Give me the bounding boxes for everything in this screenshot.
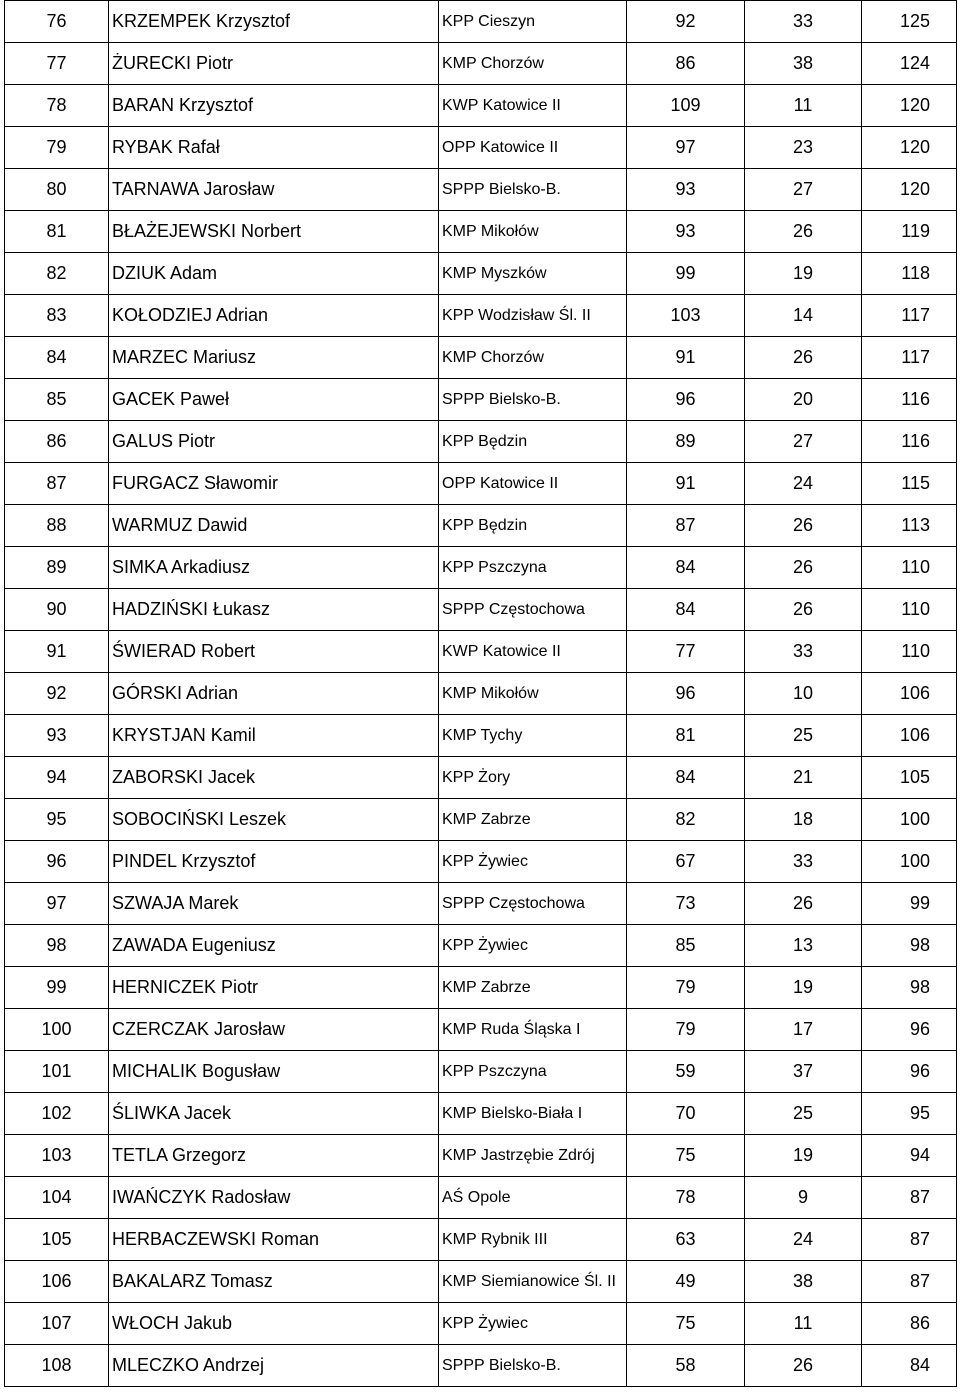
rank-cell: 87 [5,463,109,505]
table-row [5,1303,957,1345]
unit-cell: AŚ Opole [439,1177,627,1219]
competitor-name-cell: HERNICZEK Piotr [109,967,439,1009]
score-b-cell: 26 [745,589,862,631]
score-a-cell: 93 [627,211,745,253]
competitor-name-cell: HERBACZEWSKI Roman [109,1219,439,1261]
rank-cell: 102 [5,1093,109,1135]
unit-cell: OPP Katowice II [439,463,627,505]
rank-cell: 78 [5,85,109,127]
score-a-cell: 93 [627,169,745,211]
competitor-name-cell: MLECZKO Andrzej [109,1345,439,1387]
table-row [5,883,957,925]
unit-cell: KPP Będzin [439,421,627,463]
score-b-cell: 25 [745,715,862,757]
score-b-cell: 19 [745,253,862,295]
table-row [5,85,957,127]
score-a-cell: 70 [627,1093,745,1135]
unit-cell: KMP Mikołów [439,673,627,715]
total-score-cell: 100 [862,841,957,883]
score-a-cell: 91 [627,337,745,379]
score-b-cell: 37 [745,1051,862,1093]
unit-cell: KPP Żywiec [439,841,627,883]
total-score-cell: 98 [862,925,957,967]
unit-cell: KMP Chorzów [439,337,627,379]
table-row [5,1219,957,1261]
score-b-cell: 13 [745,925,862,967]
total-score-cell: 115 [862,463,957,505]
competitor-name-cell: ZAWADA Eugeniusz [109,925,439,967]
table-row [5,43,957,85]
total-score-cell: 120 [862,169,957,211]
competitor-name-cell: ZABORSKI Jacek [109,757,439,799]
unit-cell: SPPP Bielsko-B. [439,379,627,421]
score-a-cell: 75 [627,1303,745,1345]
total-score-cell: 96 [862,1009,957,1051]
total-score-cell: 119 [862,211,957,253]
rank-cell: 99 [5,967,109,1009]
total-score-cell: 95 [862,1093,957,1135]
score-b-cell: 33 [745,841,862,883]
score-b-cell: 26 [745,547,862,589]
rank-cell: 91 [5,631,109,673]
rank-cell: 83 [5,295,109,337]
rank-cell: 108 [5,1345,109,1387]
rank-cell: 90 [5,589,109,631]
rank-cell: 101 [5,1051,109,1093]
total-score-cell: 124 [862,43,957,85]
rank-cell: 84 [5,337,109,379]
rank-cell: 97 [5,883,109,925]
rank-cell: 93 [5,715,109,757]
score-a-cell: 84 [627,589,745,631]
table-row [5,1009,957,1051]
unit-cell: SPPP Częstochowa [439,883,627,925]
table-row [5,757,957,799]
unit-cell: KMP Tychy [439,715,627,757]
table-row [5,463,957,505]
competitor-name-cell: GALUS Piotr [109,421,439,463]
total-score-cell: 96 [862,1051,957,1093]
competitor-name-cell: IWAŃCZYK Radosław [109,1177,439,1219]
score-a-cell: 63 [627,1219,745,1261]
competitor-name-cell: BAKALARZ Tomasz [109,1261,439,1303]
score-a-cell: 84 [627,757,745,799]
unit-cell: KMP Ruda Śląska I [439,1009,627,1051]
score-b-cell: 24 [745,463,862,505]
total-score-cell: 106 [862,673,957,715]
table-row [5,631,957,673]
score-b-cell: 33 [745,1,862,43]
rank-cell: 103 [5,1135,109,1177]
total-score-cell: 116 [862,421,957,463]
rank-cell: 89 [5,547,109,589]
unit-cell: KPP Żywiec [439,1303,627,1345]
rank-cell: 81 [5,211,109,253]
total-score-cell: 94 [862,1135,957,1177]
score-b-cell: 11 [745,85,862,127]
total-score-cell: 99 [862,883,957,925]
total-score-cell: 105 [862,757,957,799]
score-a-cell: 84 [627,547,745,589]
table-row [5,547,957,589]
competitor-name-cell: ŚLIWKA Jacek [109,1093,439,1135]
table-row [5,295,957,337]
competitor-name-cell: ŻURECKI Piotr [109,43,439,85]
score-a-cell: 96 [627,379,745,421]
unit-cell: KPP Pszczyna [439,1051,627,1093]
unit-cell: KMP Zabrze [439,967,627,1009]
competitor-name-cell: SIMKA Arkadiusz [109,547,439,589]
competitor-name-cell: MARZEC Mariusz [109,337,439,379]
score-a-cell: 79 [627,967,745,1009]
unit-cell: SPPP Częstochowa [439,589,627,631]
score-a-cell: 87 [627,505,745,547]
score-b-cell: 18 [745,799,862,841]
unit-cell: KPP Cieszyn [439,1,627,43]
score-a-cell: 58 [627,1345,745,1387]
total-score-cell: 125 [862,1,957,43]
table-row [5,673,957,715]
table-row [5,1,957,43]
competitor-name-cell: RYBAK Rafał [109,127,439,169]
competitor-name-cell: FURGACZ Sławomir [109,463,439,505]
score-b-cell: 26 [745,337,862,379]
total-score-cell: 87 [862,1261,957,1303]
score-b-cell: 27 [745,169,862,211]
score-a-cell: 82 [627,799,745,841]
table-row [5,715,957,757]
table-row [5,799,957,841]
total-score-cell: 87 [862,1219,957,1261]
competitor-name-cell: PINDEL Krzysztof [109,841,439,883]
score-b-cell: 17 [745,1009,862,1051]
total-score-cell: 120 [862,85,957,127]
score-b-cell: 19 [745,1135,862,1177]
score-a-cell: 103 [627,295,745,337]
score-a-cell: 77 [627,631,745,673]
total-score-cell: 110 [862,589,957,631]
score-a-cell: 59 [627,1051,745,1093]
table-row [5,841,957,883]
rank-cell: 80 [5,169,109,211]
table-row [5,1135,957,1177]
score-b-cell: 38 [745,1261,862,1303]
total-score-cell: 113 [862,505,957,547]
table-row [5,1261,957,1303]
table-row [5,169,957,211]
rank-cell: 77 [5,43,109,85]
total-score-cell: 100 [862,799,957,841]
score-a-cell: 67 [627,841,745,883]
total-score-cell: 110 [862,631,957,673]
unit-cell: KMP Mikołów [439,211,627,253]
score-a-cell: 109 [627,85,745,127]
unit-cell: KMP Myszków [439,253,627,295]
unit-cell: SPPP Bielsko-B. [439,1345,627,1387]
rank-cell: 95 [5,799,109,841]
rank-cell: 106 [5,1261,109,1303]
unit-cell: KPP Wodzisław Śl. II [439,295,627,337]
score-b-cell: 26 [745,883,862,925]
unit-cell: KPP Będzin [439,505,627,547]
rank-cell: 86 [5,421,109,463]
competitor-name-cell: TARNAWA Jarosław [109,169,439,211]
competitor-name-cell: GACEK Paweł [109,379,439,421]
score-a-cell: 85 [627,925,745,967]
table-row [5,211,957,253]
score-b-cell: 9 [745,1177,862,1219]
competitor-name-cell: KRZEMPEK Krzysztof [109,1,439,43]
score-b-cell: 26 [745,1345,862,1387]
unit-cell: KPP Żory [439,757,627,799]
rank-cell: 76 [5,1,109,43]
score-b-cell: 19 [745,967,862,1009]
total-score-cell: 106 [862,715,957,757]
competitor-name-cell: SOBOCIŃSKI Leszek [109,799,439,841]
table-row [5,1093,957,1135]
total-score-cell: 110 [862,547,957,589]
unit-cell: SPPP Bielsko-B. [439,169,627,211]
unit-cell: KMP Siemianowice Śl. II [439,1261,627,1303]
score-b-cell: 38 [745,43,862,85]
unit-cell: KMP Rybnik III [439,1219,627,1261]
score-a-cell: 81 [627,715,745,757]
score-b-cell: 11 [745,1303,862,1345]
competitor-name-cell: BŁAŻEJEWSKI Norbert [109,211,439,253]
total-score-cell: 86 [862,1303,957,1345]
table-row [5,967,957,1009]
score-b-cell: 26 [745,211,862,253]
competitor-name-cell: GÓRSKI Adrian [109,673,439,715]
competitor-name-cell: TETLA Grzegorz [109,1135,439,1177]
score-b-cell: 10 [745,673,862,715]
rank-cell: 92 [5,673,109,715]
score-a-cell: 89 [627,421,745,463]
total-score-cell: 118 [862,253,957,295]
competitor-name-cell: DZIUK Adam [109,253,439,295]
competitor-name-cell: CZERCZAK Jarosław [109,1009,439,1051]
rank-cell: 107 [5,1303,109,1345]
competitor-name-cell: ŚWIERAD Robert [109,631,439,673]
results-table [4,0,957,1387]
rank-cell: 100 [5,1009,109,1051]
competitor-name-cell: MICHALIK Bogusław [109,1051,439,1093]
score-b-cell: 33 [745,631,862,673]
score-a-cell: 73 [627,883,745,925]
score-a-cell: 86 [627,43,745,85]
score-a-cell: 79 [627,1009,745,1051]
competitor-name-cell: HADZIŃSKI Łukasz [109,589,439,631]
table-row [5,379,957,421]
table-row [5,925,957,967]
table-row [5,421,957,463]
score-b-cell: 27 [745,421,862,463]
total-score-cell: 98 [862,967,957,1009]
score-b-cell: 23 [745,127,862,169]
table-row [5,505,957,547]
score-b-cell: 14 [745,295,862,337]
competitor-name-cell: WARMUZ Dawid [109,505,439,547]
total-score-cell: 84 [862,1345,957,1387]
total-score-cell: 117 [862,337,957,379]
unit-cell: KPP Pszczyna [439,547,627,589]
unit-cell: OPP Katowice II [439,127,627,169]
results-table-body [5,1,957,1387]
table-row [5,1177,957,1219]
score-b-cell: 20 [745,379,862,421]
unit-cell: KMP Zabrze [439,799,627,841]
score-a-cell: 91 [627,463,745,505]
score-a-cell: 99 [627,253,745,295]
rank-cell: 104 [5,1177,109,1219]
rank-cell: 94 [5,757,109,799]
score-a-cell: 97 [627,127,745,169]
table-row [5,127,957,169]
unit-cell: KMP Jastrzębie Zdrój [439,1135,627,1177]
score-b-cell: 25 [745,1093,862,1135]
rank-cell: 82 [5,253,109,295]
rank-cell: 79 [5,127,109,169]
score-a-cell: 78 [627,1177,745,1219]
unit-cell: KWP Katowice II [439,631,627,673]
rank-cell: 88 [5,505,109,547]
competitor-name-cell: KOŁODZIEJ Adrian [109,295,439,337]
score-b-cell: 21 [745,757,862,799]
score-a-cell: 92 [627,1,745,43]
competitor-name-cell: WŁOCH Jakub [109,1303,439,1345]
competitor-name-cell: SZWAJA Marek [109,883,439,925]
score-b-cell: 26 [745,505,862,547]
total-score-cell: 117 [862,295,957,337]
competitor-name-cell: BARAN Krzysztof [109,85,439,127]
total-score-cell: 87 [862,1177,957,1219]
unit-cell: KMP Bielsko-Biała I [439,1093,627,1135]
table-row [5,337,957,379]
unit-cell: KPP Żywiec [439,925,627,967]
rank-cell: 85 [5,379,109,421]
table-row [5,253,957,295]
score-a-cell: 49 [627,1261,745,1303]
score-a-cell: 96 [627,673,745,715]
total-score-cell: 120 [862,127,957,169]
unit-cell: KMP Chorzów [439,43,627,85]
score-b-cell: 24 [745,1219,862,1261]
table-row [5,1051,957,1093]
competitor-name-cell: KRYSTJAN Kamil [109,715,439,757]
score-a-cell: 75 [627,1135,745,1177]
rank-cell: 98 [5,925,109,967]
unit-cell: KWP Katowice II [439,85,627,127]
table-row [5,589,957,631]
total-score-cell: 116 [862,379,957,421]
table-row [5,1345,957,1387]
rank-cell: 96 [5,841,109,883]
rank-cell: 105 [5,1219,109,1261]
